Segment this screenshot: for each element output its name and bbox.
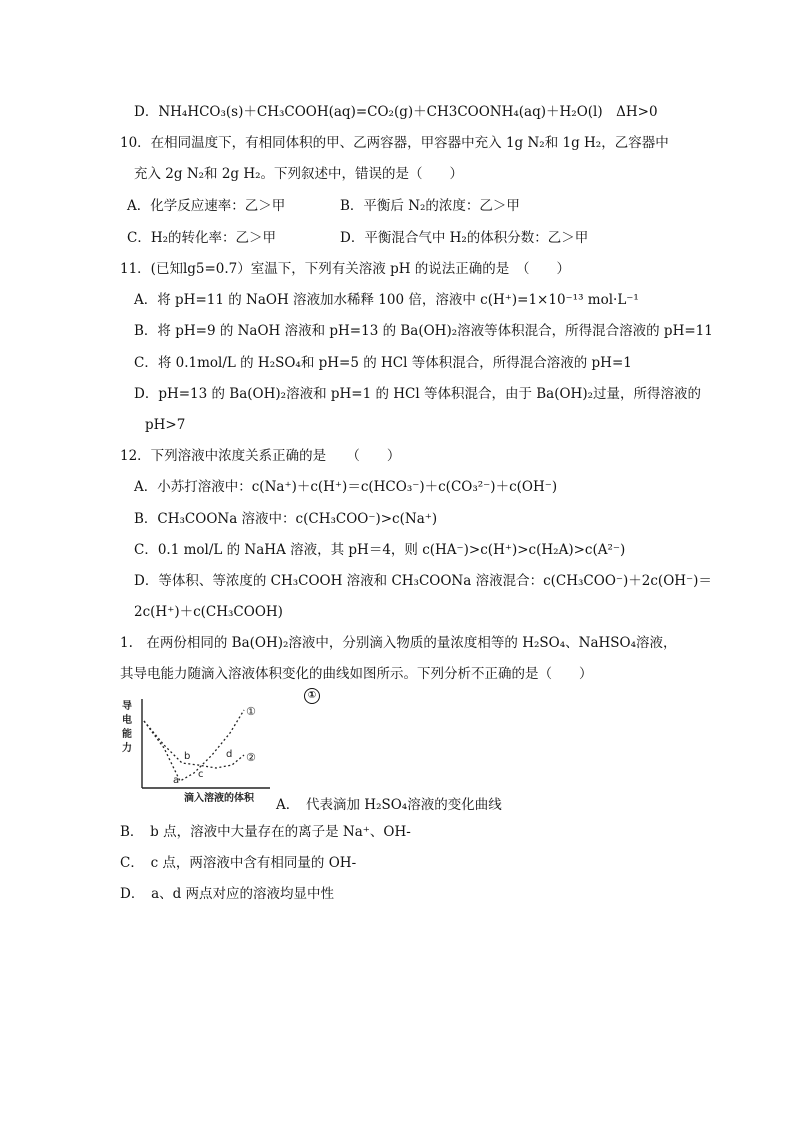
y-axis-label-char-2: 电 [122,715,132,726]
q10-stem-line2: 充入 2g N₂和 2g H₂。下列叙述中，错误的是（ ） [134,166,464,182]
q12-option-d-line1: D．等体积、等浓度的 CH₃COOH 溶液和 CH₃COONa 溶液混合：c(CH₃COO⁻)＋2c(OH⁻)＝ [134,573,712,589]
q13-option-d: D． a、d 两点对应的溶液均显中性 [120,886,335,902]
q13-stem-line2: 其导电能力随滴入溶液体积变化的曲线如图所示。下列分析不正确的是（ ） [120,666,593,682]
point-b-label: b [184,751,191,762]
y-axis-label-char-1: 导 [122,701,132,712]
q10-option-d: D．平衡混合气中 H₂的体积分数：乙＞甲 [340,230,589,246]
q13-option-b: B． b 点，溶液中大量存在的离子是 Na⁺、OH- [120,824,411,840]
q12-option-b: B．CH₃COONa 溶液中：c(CH₃COO⁻)>c(Na⁺) [134,511,438,527]
q10-stem-line1: 10．在相同温度下，有相同体积的甲、乙两容器，甲容器中充入 1g N₂和 1g H₂，乙容器中 [120,135,669,151]
q11-option-d-line2: pH>7 [145,417,186,433]
point-a-label: a [173,775,180,786]
q13-option-a: A． 代表滴加 H₂SO₄溶液的变化曲线 [276,797,502,813]
y-axis-label-char-4: 力 [122,743,132,754]
q13-option-c: C． c 点，两溶液中含有相同量的 OH- [120,855,357,871]
q11-option-b: B．将 pH=9 的 NaOH 溶液和 pH=13 的 Ba(OH)₂溶液等体积混合，所得混合溶液的 pH=11 [134,323,713,339]
q12-option-d-line2: 2c(H⁺)＋c(CH₃COOH) [134,604,283,620]
curve-1-label: ① [246,705,256,718]
q10-option-a: A．化学反应速率：乙＞甲 [127,198,286,214]
q11-option-d-line1: D．pH=13 的 Ba(OH)₂溶液和 pH=1 的 HCl 等体积混合，由于 Ba(OH)₂过量，所得溶液的 [134,386,702,402]
q10-option-b: B．平衡后 N₂的浓度：乙＞甲 [340,198,520,214]
point-d-label: d [226,749,233,760]
q12-option-c: C．0.1 mol/L 的 NaHA 溶液，其 pH＝4，则 c(HA⁻)>c(H⁺)>c(H₂A)>c(A²⁻) [134,542,626,558]
curve-1 [144,710,244,781]
y-axis-label-char-3: 能 [122,729,132,740]
conductivity-figure [120,693,280,803]
q12-option-a: A．小苏打溶液中：c(Na⁺)＋c(H⁺)＝c(HCO₃⁻)＋c(CO₃²⁻)＋c(OH⁻) [134,479,558,495]
x-axis-label: 滴入溶液的体积 [184,793,254,803]
conductivity-graph [120,693,280,803]
q9-option-d: D．NH₄HCO₃(s)＋CH₃COOH(aq)=CO₂(g)＋CH3COONH₄(aq)＋H₂O(l) ΔH>0 [134,104,658,120]
q12-stem: 12．下列溶液中浓度关系正确的是 （ ） [120,448,401,464]
curve-2 [144,721,244,768]
q11-stem: 11．(已知lg5=0.7）室温下，下列有关溶液 pH 的说法正确的是 （ ） [120,261,571,277]
q11-option-a: A．将 pH=11 的 NaOH 溶液加水稀释 100 倍，溶液中 c(H⁺)=1×10⁻¹³ mol·L⁻¹ [134,292,639,308]
circled-number-marker: ① [304,688,320,704]
q13-stem-line1: 1. 在两份相同的 Ba(OH)₂溶液中，分别滴入物质的量浓度相等的 H₂SO₄、NaHSO₄溶液， [120,635,677,651]
curve-2-label: ② [246,751,256,764]
point-c-label: c [198,769,204,780]
q11-option-c: C．将 0.1mol/L 的 H₂SO₄和 pH=5 的 HCl 等体积混合，所得混合溶液的 pH=1 [134,355,632,371]
q10-option-c: C．H₂的转化率：乙＞甲 [127,230,277,246]
